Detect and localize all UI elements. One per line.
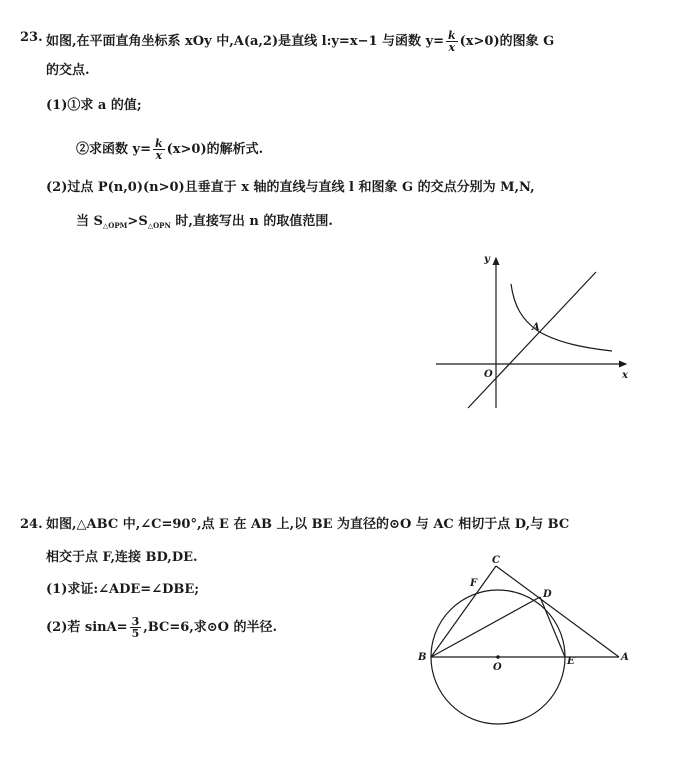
- area-subscript-opn: △OPN: [147, 221, 171, 230]
- q24-stem-line2: 相交于点 F,连接 BD,DE.: [46, 550, 198, 565]
- center-dot: [496, 655, 500, 659]
- q23-part1-item2-a: ②求函数 y=: [76, 142, 151, 157]
- segment-bc: [431, 566, 496, 657]
- q23-stem-line2: 的交点.: [46, 63, 90, 78]
- fraction-denominator: x: [448, 41, 456, 54]
- label-e: E: [567, 656, 575, 667]
- q23-stem-line1-a: 如图,在平面直角坐标系 xOy 中,A(a,2)是直线 l:y=x−1 与函数 y=: [46, 34, 445, 49]
- fraction-numerator: 3: [131, 615, 140, 628]
- fraction-numerator: k: [448, 29, 456, 42]
- q23-part1-item1: (1)①求 a 的值;: [46, 98, 142, 113]
- q23-stem-line1-b: (x>0)的图象 G: [459, 34, 555, 49]
- q24-stem-line1: 如图,△ABC 中,∠C=90°,点 E 在 AB 上,以 BE 为直径的⊙O 与 AC 相切于点 D,与 BC: [46, 517, 570, 532]
- label-b: B: [418, 652, 427, 663]
- q23-part2-line2-b: 时,直接写出 n 的取值范围.: [170, 214, 333, 229]
- segment-de: [540, 597, 565, 657]
- segment-bd: [431, 597, 540, 657]
- q23-number: 23.: [20, 30, 43, 45]
- q23-part1-item2-b: (x>0)的解析式.: [166, 142, 264, 157]
- label-c: C: [492, 555, 500, 566]
- q24-part2-b: ,BC=6,求⊙O 的半径.: [143, 620, 278, 635]
- label-a: A: [621, 652, 629, 663]
- area-subscript-opm: △OPM: [102, 221, 128, 230]
- q24-number: 24.: [20, 517, 43, 532]
- point-a-label: A: [532, 322, 540, 333]
- fraction-denominator: x: [155, 149, 163, 162]
- y-axis-label: y: [484, 254, 490, 265]
- fraction-denominator: 5: [131, 627, 140, 640]
- x-axis-label: x: [622, 370, 628, 381]
- q23-part2-line2-a: 当 S: [76, 214, 103, 229]
- label-d: D: [543, 589, 552, 600]
- q24-part1: (1)求证:∠ADE=∠DBE;: [46, 582, 200, 597]
- q23-part2-line1: (2)过点 P(n,0)(n>0)且垂直于 x 轴的直线与直线 l 和图象 G 的交点分别为 M,N,: [46, 180, 535, 195]
- origin-label: O: [484, 369, 493, 380]
- label-o: O: [493, 662, 502, 673]
- fraction-numerator: k: [154, 137, 163, 150]
- label-f: F: [470, 578, 478, 589]
- q24-part2-a: (2)若 sinA=: [46, 620, 128, 635]
- q23-part2-compare: >S: [127, 214, 148, 229]
